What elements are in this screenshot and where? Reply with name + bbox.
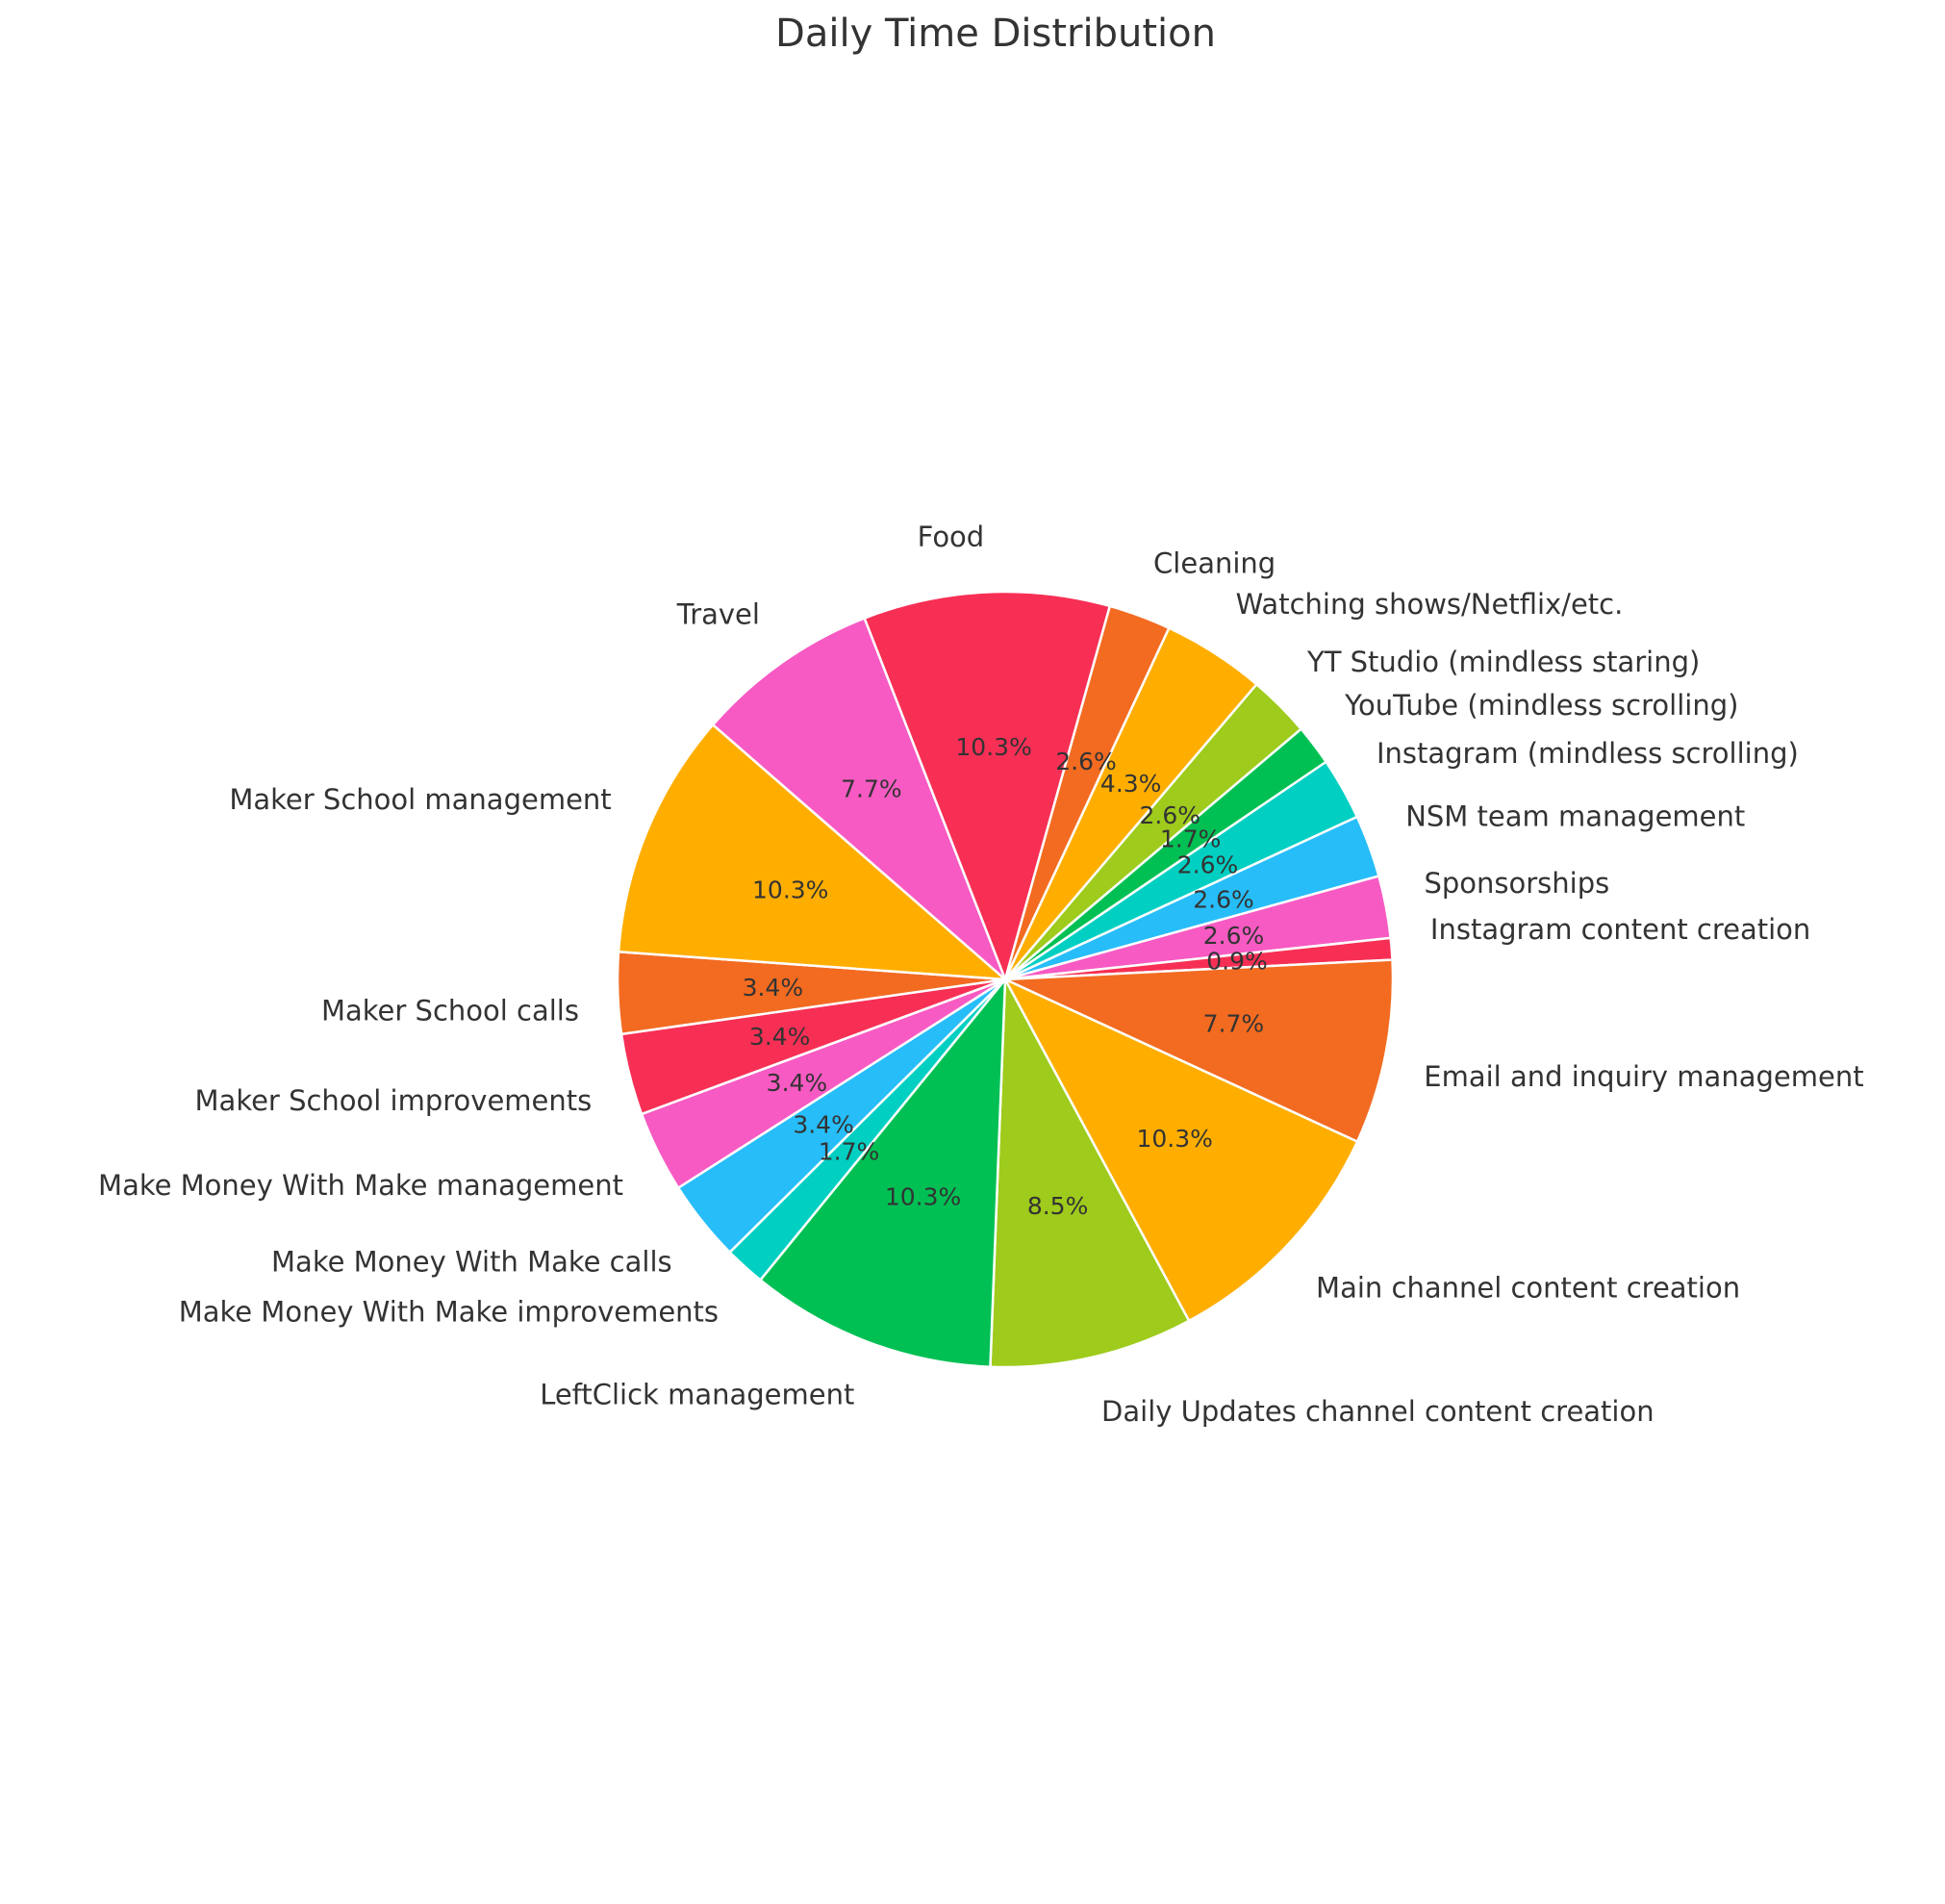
slice-percent-leftclick-management: 10.3% [884,1182,962,1211]
chart-title: Daily Time Distribution [775,12,1216,56]
slice-label-instagram-content-creation: Instagram content creation [1429,913,1811,947]
slice-percent-maker-school-management: 10.3% [752,876,829,904]
slice-percent-watching-shows-netflix-etc: 4.3% [1099,770,1162,799]
slice-percent-maker-school-improvements: 3.4% [748,1022,811,1051]
slice-label-youtube-mindless-scrolling: YouTube (mindless scrolling) [1345,689,1739,723]
slice-percent-nsm-team-management: 2.6% [1193,885,1254,914]
slice-label-yt-studio-mindless-staring: YT Studio (mindless staring) [1307,646,1701,679]
slice-percent-youtube-mindless-scrolling: 1.7% [1159,825,1222,853]
slice-percent-travel: 7.7% [841,774,902,803]
slice-label-watching-shows-netflix-etc: Watching shows/Netflix/etc. [1235,588,1624,622]
slice-label-make-money-with-make-management: Make Money With Make management [98,1169,623,1203]
slice-label-make-money-with-make-improvements: Make Money With Make improvements [178,1295,720,1329]
slice-percent-food: 10.3% [955,732,1032,761]
slice-percent-instagram-content-creation: 0.9% [1206,947,1268,976]
slice-percent-daily-updates-channel-content-creation: 8.5% [1026,1192,1089,1221]
slice-label-instagram-mindless-scrolling: Instagram (mindless scrolling) [1376,736,1799,770]
slice-percent-cleaning: 2.6% [1055,747,1117,775]
slice-label-maker-school-management: Maker School management [229,782,612,816]
slice-label-food: Food [917,520,985,554]
slice-label-leftclick-management: LeftClick management [540,1378,855,1411]
slice-label-sponsorships: Sponsorships [1424,866,1610,900]
slice-percent-make-money-with-make-improvements: 1.7% [818,1137,880,1166]
slice-label-make-money-with-make-calls: Make Money With Make calls [271,1245,672,1279]
slice-label-maker-school-improvements: Maker School improvements [194,1083,593,1117]
slice-label-nsm-team-management: NSM team management [1405,800,1746,833]
slice-percent-make-money-with-make-calls: 3.4% [793,1110,854,1139]
slice-percent-yt-studio-mindless-staring: 2.6% [1139,800,1201,829]
slice-percent-instagram-mindless-scrolling: 2.6% [1176,850,1239,879]
slice-label-daily-updates-channel-content-creation: Daily Updates channel content creation [1101,1394,1655,1428]
slice-label-cleaning: Cleaning [1153,546,1276,580]
slice-percent-email-and-inquiry-management: 7.7% [1202,1009,1265,1038]
slice-label-travel: Travel [676,597,760,631]
slice-label-maker-school-calls: Maker School calls [321,994,579,1028]
slice-label-email-and-inquiry-management: Email and inquiry management [1424,1059,1864,1093]
slice-percent-main-channel-content-creation: 10.3% [1136,1125,1213,1154]
slice-label-main-channel-content-creation: Main channel content creation [1316,1271,1741,1305]
slice-percent-maker-school-calls: 3.4% [742,973,804,1002]
slice-percent-make-money-with-make-management: 3.4% [766,1069,828,1098]
slice-percent-sponsorships: 2.6% [1202,922,1265,951]
